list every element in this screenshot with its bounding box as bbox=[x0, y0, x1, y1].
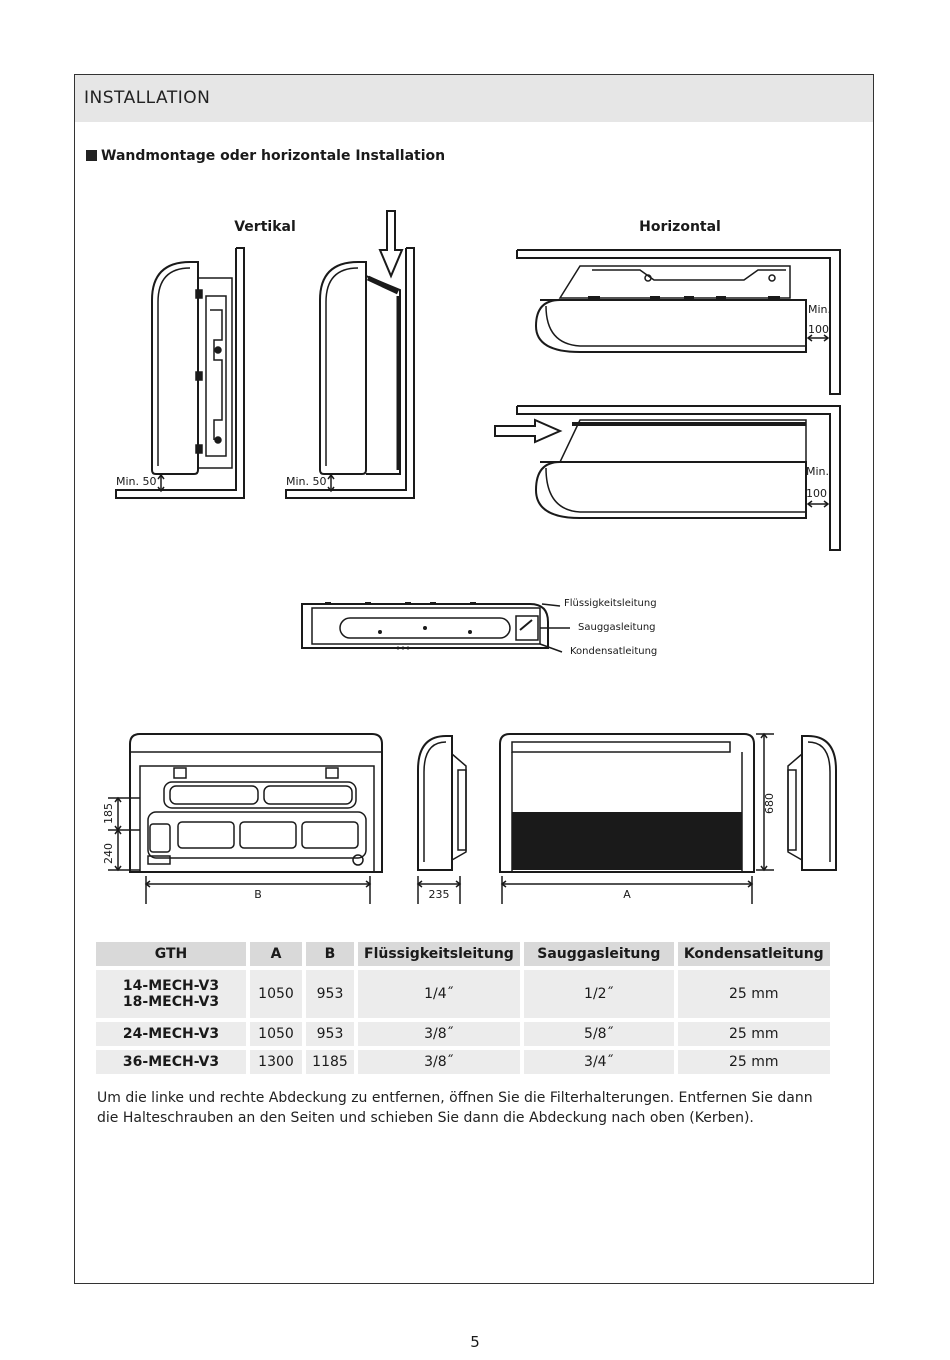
value-a: 1050 bbox=[250, 970, 302, 1018]
value-b: 953 bbox=[306, 970, 354, 1018]
side-view-right bbox=[788, 736, 836, 870]
pipe-connection-unit bbox=[302, 602, 570, 652]
header-gth: GTH bbox=[96, 942, 246, 966]
horizontal-unit-top bbox=[517, 250, 840, 394]
spec-table bbox=[92, 938, 834, 1078]
header-liquid: Flüssigkeitsleitung bbox=[358, 942, 520, 966]
dim-185-label: 185 bbox=[102, 803, 115, 824]
vertical-unit-left bbox=[116, 248, 244, 498]
value-a: 1050 bbox=[250, 1022, 302, 1046]
value-suction: 3/4˝ bbox=[524, 1050, 674, 1074]
model-name: 36-MECH-V3 bbox=[96, 1050, 246, 1074]
header-suction: Sauggasleitung bbox=[524, 942, 674, 966]
min-label-bottom: Min. bbox=[806, 465, 830, 478]
instruction-note: Um die linke und rechte Abdeckung zu entfernen, öffnen Sie die Filterhalterungen. Entfernen Sie dann die Halteschrauben an den Seiten und schieben Sie dann die Abdeckung nach oben (Kerben). bbox=[97, 1090, 813, 1126]
value-liquid: 3/8˝ bbox=[358, 1050, 520, 1074]
min-label-top: Min. bbox=[808, 303, 832, 316]
vertical-label: Vertikal bbox=[234, 219, 296, 235]
dim-235-label: 235 bbox=[428, 888, 450, 901]
value-condensate: 25 mm bbox=[678, 970, 830, 1018]
table-row bbox=[96, 970, 830, 1018]
dim-b-label: B bbox=[254, 888, 262, 901]
dim-680-label: 680 bbox=[763, 793, 776, 814]
value-liquid: 3/8˝ bbox=[358, 1022, 520, 1046]
page-title: INSTALLATION bbox=[84, 88, 211, 108]
spec-table-header bbox=[96, 942, 830, 966]
value-liquid: 1/4˝ bbox=[358, 970, 520, 1018]
min50-label-right: Min. 50 bbox=[286, 475, 327, 488]
value-b: 1185 bbox=[306, 1050, 354, 1074]
value-condensate: 25 mm bbox=[678, 1022, 830, 1046]
pipe-suction-label: Sauggasleitung bbox=[578, 622, 656, 633]
pipe-liquid-label: Flüssigkeitsleitung bbox=[564, 598, 657, 609]
value-suction: 5/8˝ bbox=[524, 1022, 674, 1046]
horizontal-label: Horizontal bbox=[639, 219, 721, 235]
side-view-235 bbox=[418, 736, 466, 904]
header-b: B bbox=[306, 942, 354, 966]
value-b: 953 bbox=[306, 1022, 354, 1046]
horizontal-unit-bottom bbox=[495, 406, 840, 550]
value-a: 1300 bbox=[250, 1050, 302, 1074]
page-number: 5 bbox=[470, 1333, 480, 1351]
header-condensate: Kondensatleitung bbox=[678, 942, 830, 966]
value-condensate: 25 mm bbox=[678, 1050, 830, 1074]
min-value-top: 100 bbox=[808, 323, 829, 336]
dim-a-label: A bbox=[623, 888, 631, 901]
model-name: 18-MECH-V3 bbox=[122, 994, 220, 1010]
model-name: 14-MECH-V3 bbox=[122, 978, 220, 994]
front-view-b bbox=[108, 734, 382, 904]
vertical-unit-right bbox=[286, 211, 414, 498]
table-row bbox=[96, 1022, 830, 1046]
table-row bbox=[96, 1050, 830, 1074]
model-cell bbox=[96, 970, 246, 1018]
dim-240-label: 240 bbox=[102, 843, 115, 864]
section-heading-text: Wandmontage oder horizontale Installation bbox=[101, 148, 446, 164]
value-suction: 1/2˝ bbox=[524, 970, 674, 1018]
model-name: 24-MECH-V3 bbox=[96, 1022, 246, 1046]
back-view-a bbox=[500, 734, 774, 904]
min50-label-left: Min. 50 bbox=[116, 475, 157, 488]
min-value-bottom: 100 bbox=[806, 487, 827, 500]
pipe-condensate-label: Kondensatleitung bbox=[570, 646, 658, 657]
header-a: A bbox=[250, 942, 302, 966]
